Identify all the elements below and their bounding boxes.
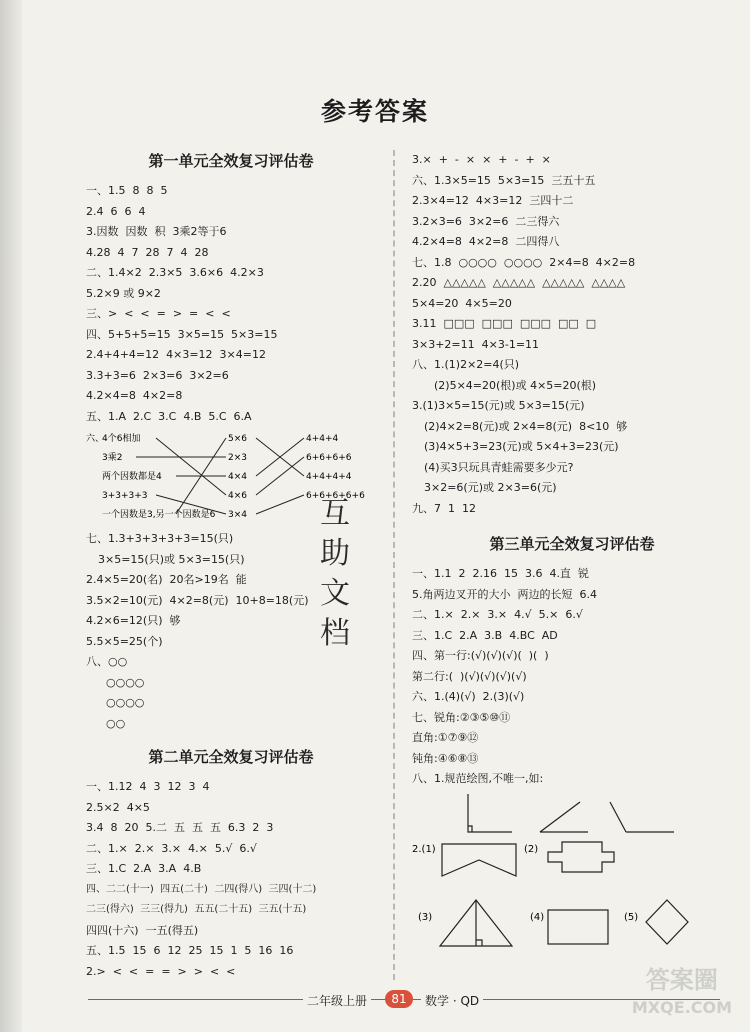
answer-line: 一、1.5 8 8 5 xyxy=(86,184,168,197)
answer-line: 3.因数 因数 积 3乘2等于6 xyxy=(86,225,227,238)
answer-line: (2)5×4=20(根)或 4×5=20(根) xyxy=(434,378,597,392)
figure-label: (4) xyxy=(530,911,545,923)
page-title: 参考答案 xyxy=(320,97,429,126)
answer-line: 2.4+4+4=12 4×3=12 3×4=12 xyxy=(86,348,266,361)
answer-line: 3×5=15(只)或 5×3=15(只) xyxy=(98,552,245,566)
cross-figure xyxy=(548,842,614,872)
answer-line: 三、> < < = > = < < xyxy=(86,307,231,320)
unit3-answers xyxy=(412,564,732,790)
answer-line: 钝角:④⑥⑧⑬ xyxy=(412,751,479,765)
figure-label: (5) xyxy=(624,911,639,923)
unit2-continued-answers xyxy=(412,150,732,519)
match-right-2: 6+6+6+6 xyxy=(306,453,352,463)
answer-line: 5.角两边叉开的大小 两边的长短 6.4 xyxy=(412,587,597,601)
match-middle-1: 5×6 xyxy=(228,434,247,444)
answer-line: 一、1.12 4 3 12 3 4 xyxy=(86,780,210,793)
answer-line: 3.11 □□□ □□□ □□□ □□ □ xyxy=(412,317,597,330)
answer-line: 3×2=6(元)或 2×3=6(元) xyxy=(424,481,557,494)
match-left-5: 一个因数是3,另一个因数是6 xyxy=(102,510,216,520)
answer-line: 2.5×2 4×5 xyxy=(86,800,150,814)
match-middle-3: 4×4 xyxy=(228,472,247,482)
answer-line: 2.20 △△△△△ △△△△△ △△△△△ △△△△ xyxy=(412,276,626,289)
answer-line: 3.3+3=6 2×3=6 3×2=6 xyxy=(86,368,229,382)
match-right-4: 6+6+6+6+6 xyxy=(306,491,365,501)
answer-line: (4)买3只玩具青蛙需要多少元? xyxy=(424,460,574,474)
unit2-answers xyxy=(86,777,376,982)
match-right-3: 4+4+4+4 xyxy=(306,472,352,482)
answer-line: 5.5×5=25(个) xyxy=(86,634,163,648)
match-left-4: 3+3+3+3 xyxy=(102,491,148,501)
book-spine-edge xyxy=(0,0,22,1032)
matching-label: 六、 xyxy=(86,434,105,444)
answer-line: 2.4 6 6 4 xyxy=(86,204,146,218)
unit1-title: 第一单元全效复习评估卷 xyxy=(148,152,314,170)
watermark-url: MXQE.COM xyxy=(631,998,732,1017)
answer-line: 3.4 8 20 5.二 五 五 五 6.3 2 3 xyxy=(86,821,274,834)
answer-line: 4.2×4=8 4×2=8 xyxy=(86,389,183,402)
watermark-logo-text: 答案圈 xyxy=(645,966,718,994)
unit3-title: 第三单元全效复习评估卷 xyxy=(489,535,655,553)
answer-line: 九、7 1 12 xyxy=(412,501,476,515)
footer-grade: 二年级上册 xyxy=(303,992,371,1009)
column-divider xyxy=(393,150,395,980)
watermark xyxy=(632,966,732,1022)
answer-line: 5.2×9 或 9×2 xyxy=(86,286,161,300)
answer-line: 二、1.× 2.× 3.× 4.√ 5.× 6.√ xyxy=(412,608,583,621)
rectangle-figure xyxy=(548,910,608,944)
square-figure xyxy=(646,900,688,944)
acute-angle-drawing xyxy=(540,802,588,832)
handwritten-annotation xyxy=(312,494,358,654)
handwritten-char: 助 xyxy=(320,536,350,571)
pentagon-figure xyxy=(442,844,516,876)
answer-line: (2)4×2=8(元)或 2×4=8(元) 8<10 够 xyxy=(424,419,628,433)
answer-line: 四、二二(十一) 四五(二十) 二四(得八) 三四(十二) xyxy=(86,883,317,895)
answer-line: 4.2×4=8 4×2=8 二四得八 xyxy=(412,235,560,248)
answer-line: (3)4×5+3=23(元)或 5×4+3=23(元) xyxy=(424,440,619,453)
match-left-1: 4个6相加 xyxy=(102,434,141,444)
answer-line: 2.4×5=20(名) 20名>19名 能 xyxy=(86,573,247,586)
angle-drawings xyxy=(412,790,732,838)
shape-figures xyxy=(412,838,732,958)
answer-line: ○○○○ xyxy=(106,696,145,709)
answer-line: ○○ xyxy=(106,716,126,730)
figure-label: 2.(1) xyxy=(412,843,436,855)
unit2-title: 第二单元全效复习评估卷 xyxy=(148,748,314,766)
answer-line: 3.× + - × × + - + × xyxy=(412,153,551,166)
answer-line: ○○○○ xyxy=(106,675,145,689)
answer-line: 五、1.5 15 6 12 25 15 1 5 16 16 xyxy=(86,944,294,957)
answer-line: 四、第一行:(√)(√)(√)( )( ) xyxy=(412,649,549,662)
figure-label: (3) xyxy=(418,911,433,923)
answer-line: 4.28 4 7 28 7 4 28 xyxy=(86,245,209,259)
answer-line: 3.5×2=10(元) 4×2=8(元) 10+8=18(元) xyxy=(86,593,309,607)
answer-line: 4.2×6=12(只) 够 xyxy=(86,614,181,627)
answer-line: 二、1.4×2 2.3×5 3.6×6 4.2×3 xyxy=(86,266,264,279)
answer-line: 六、1.3×5=15 5×3=15 三五十五 xyxy=(412,173,596,187)
handwritten-char: 文 xyxy=(320,576,350,611)
answer-line: 2.> < < = = > > < < xyxy=(86,964,236,978)
match-middle-2: 2×3 xyxy=(228,453,247,463)
answer-line: 四、5+5+5=15 3×5=15 5×3=15 xyxy=(86,327,278,341)
answer-line: 三、1.C 2.A 3.B 4.BC AD xyxy=(412,628,558,642)
footer-subject: 数学 · QD xyxy=(421,992,483,1009)
answer-line: 六、1.(4)(√) 2.(3)(√) xyxy=(412,690,525,703)
answer-line: 二、1.× 2.× 3.× 4.× 5.√ 6.√ xyxy=(86,841,257,855)
answer-line: 七、锐角:②③⑤⑩⑪ xyxy=(412,710,511,724)
answer-line: 第二行:( )(√)(√)(√)(√) xyxy=(412,669,527,683)
answer-line: 5×4=20 4×5=20 xyxy=(412,296,512,310)
answer-line: 2.3×4=12 4×3=12 三四十二 xyxy=(412,194,574,207)
answer-line: 七、1.8 ○○○○ ○○○○ 2×4=8 4×2=8 xyxy=(412,255,636,269)
match-left-2: 3乘2 xyxy=(102,453,123,463)
right-angle-drawing xyxy=(468,794,512,832)
match-middle-5: 3×4 xyxy=(228,510,247,520)
handwritten-char: 互 xyxy=(320,496,350,531)
handwritten-char: 档 xyxy=(320,616,350,651)
answer-line: 八、1.(1)2×2=4(只) xyxy=(412,358,520,371)
page-footer xyxy=(88,990,720,1010)
obtuse-angle-drawing xyxy=(610,802,674,832)
answer-line: 3.(1)3×5=15(元)或 5×3=15(元) xyxy=(412,399,585,412)
match-left-3: 两个因数都是4 xyxy=(102,472,162,482)
answer-line: 一、1.1 2 2.16 15 3.6 4.直 锐 xyxy=(412,567,589,580)
match-middle-4: 4×6 xyxy=(228,491,247,501)
answer-line: 三、1.C 2.A 3.A 4.B xyxy=(86,862,202,875)
answer-line: 七、1.3+3+3+3+3=15(只) xyxy=(86,532,234,545)
answer-line: 3.2×3=6 3×2=6 二三得六 xyxy=(412,214,560,228)
answer-line: 八、1.规范绘图,不唯一,如: xyxy=(412,772,544,785)
page-number: 81 xyxy=(385,990,413,1008)
answer-line: 四四(十六) 一五(得五) xyxy=(86,923,199,937)
answer-line: 五、1.A 2.C 3.C 4.B 5.C 6.A xyxy=(86,409,252,423)
answer-line: 直角:①⑦⑨⑫ xyxy=(412,731,479,744)
answer-line: 3×3+2=11 4×3-1=11 xyxy=(412,337,540,351)
answer-line: 八、○○ xyxy=(86,655,128,668)
unit1-answers xyxy=(86,181,376,427)
match-right-1: 4+4+4 xyxy=(306,434,339,444)
answer-line: 二三(得六) 三三(得九) 五五(二十五) 三五(十五) xyxy=(86,904,307,915)
figure-label: (2) xyxy=(524,843,539,855)
right-column xyxy=(412,150,732,958)
